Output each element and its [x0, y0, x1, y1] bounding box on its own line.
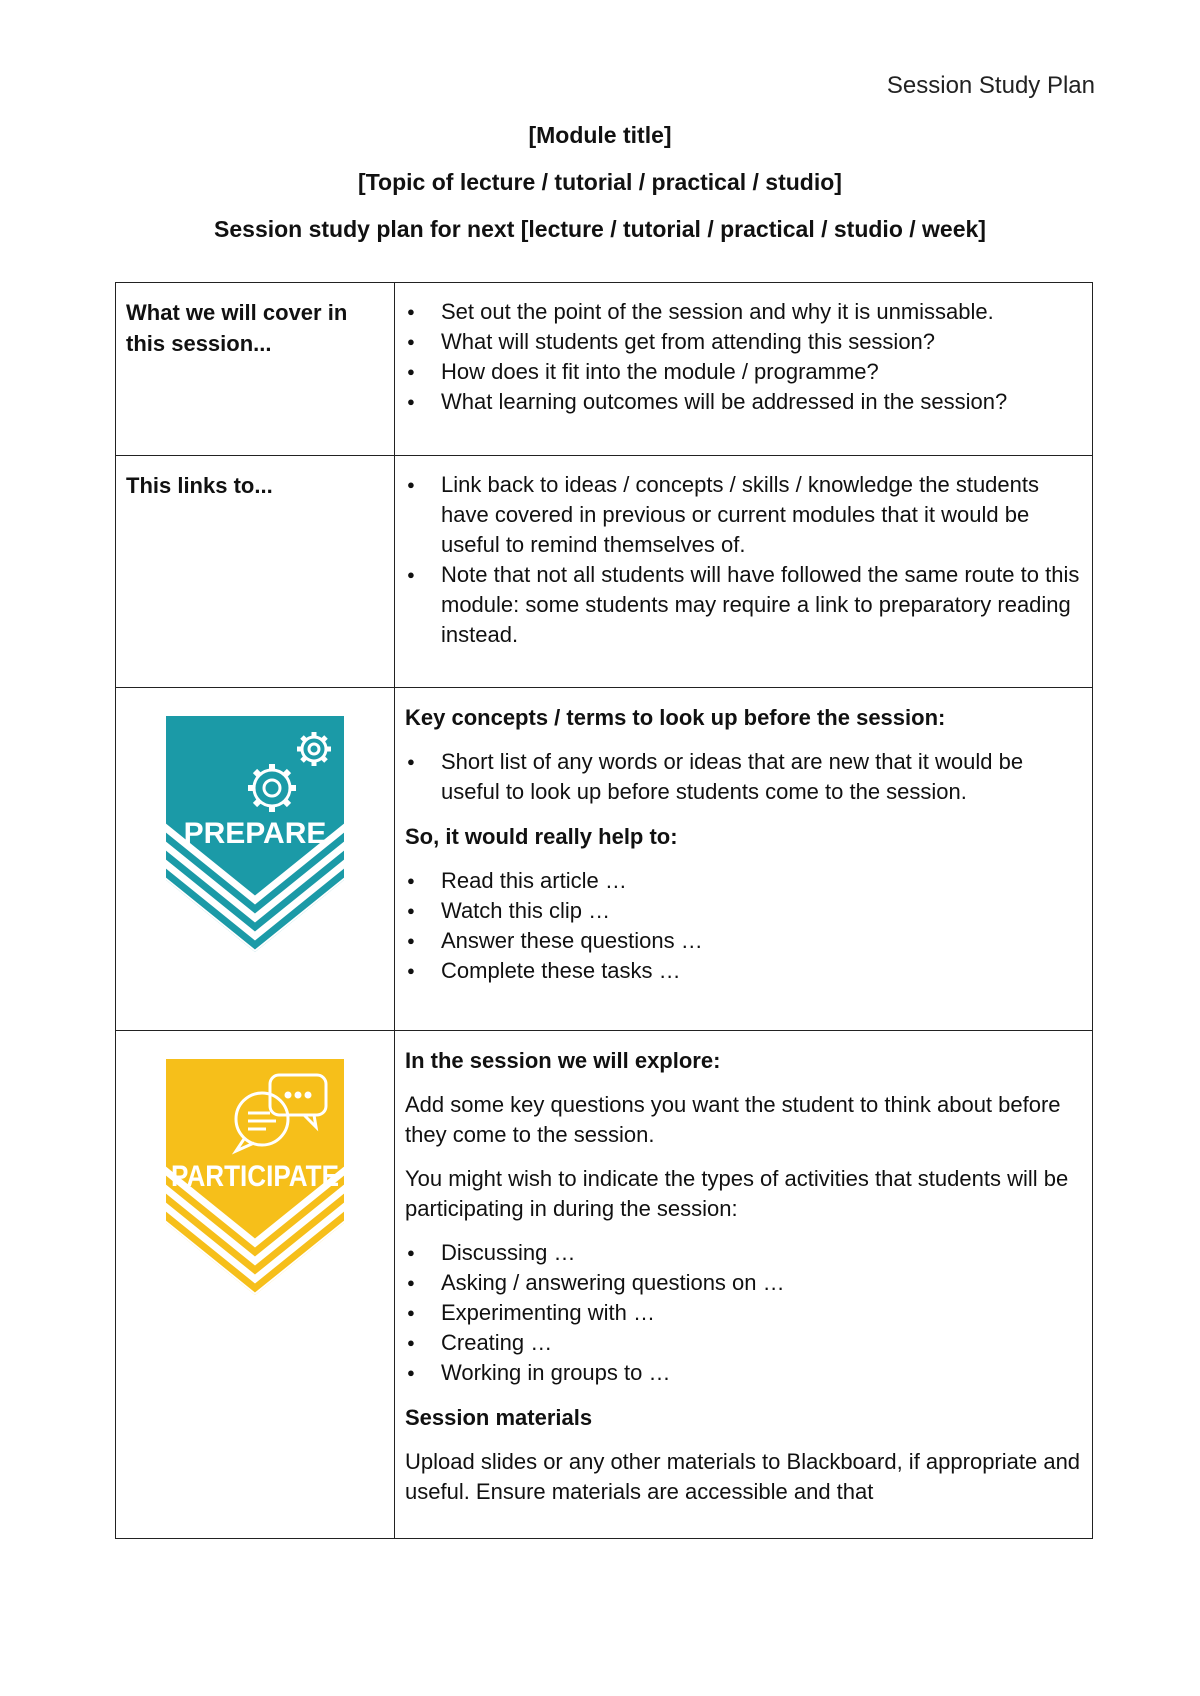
plan-title: Session study plan for next [lecture / tutorial / practical / studio / week]	[214, 216, 986, 242]
list-item: ● Complete these tasks …	[405, 956, 1082, 986]
prepare-badge-cell	[116, 688, 395, 1031]
prepare-content-cell	[395, 688, 1093, 1031]
list-item: ● Asking / answering questions on …	[405, 1268, 1082, 1298]
participate-activities-list	[405, 1238, 1082, 1388]
participate-materials-text: Upload slides or any other materials to Blackboard, if appropriate and useful. Ensure materials are accessible and that	[405, 1449, 1081, 1504]
list-item: ● What learning outcomes will be addressed in the session?	[405, 387, 1082, 417]
prepare-heading-help: So, it would really help to:	[405, 824, 678, 849]
list-item: ● Answer these questions …	[405, 926, 1082, 956]
links-content-cell	[395, 456, 1093, 688]
cover-content-cell	[395, 283, 1093, 456]
participate-activities-intro: You might wish to indicate the types of activities that students will be participating in during the session:	[405, 1166, 1069, 1221]
cover-label-cell	[116, 283, 395, 456]
topic-title: [Topic of lecture / tutorial / practical / studio]	[358, 169, 842, 195]
participate-badge-cell	[116, 1031, 395, 1539]
prepare-concepts-list	[405, 747, 1082, 807]
row-participate	[116, 1031, 1093, 1539]
page-header-label: Session Study Plan	[886, 72, 1095, 99]
prepare-badge	[166, 716, 344, 952]
links-bullet-list	[405, 470, 1082, 650]
list-item: ● Discussing …	[405, 1238, 1082, 1268]
list-item: ● Note that not all students will have followed the same route to this module: some students may require a link to preparatory reading instead.	[405, 560, 1082, 650]
participate-key-questions: Add some key questions you want the student to think about before they come to the session.	[405, 1092, 1061, 1147]
participate-content-cell	[395, 1031, 1093, 1539]
prepare-heading-key-concepts: Key concepts / terms to look up before the session:	[405, 705, 946, 730]
links-label-cell	[116, 456, 395, 688]
list-item: ● Read this article …	[405, 866, 1082, 896]
participate-badge-text: PARTICIPATE	[171, 1160, 339, 1193]
row-links	[116, 456, 1093, 688]
list-item: ● Watch this clip …	[405, 896, 1082, 926]
list-item: ● Short list of any words or ideas that are new that it would be useful to look up before students come to the session.	[405, 747, 1082, 807]
participate-heading-materials: Session materials	[405, 1405, 593, 1430]
list-item: ● Link back to ideas / concepts / skills / knowledge the students have covered in previous or current modules that it would be useful to remind themselves of.	[405, 470, 1082, 560]
list-item: ● What will students get from attending this session?	[405, 327, 1082, 357]
list-item: ● Experimenting with …	[405, 1298, 1082, 1328]
participate-badge	[166, 1059, 344, 1295]
prepare-badge-text: PREPARE	[183, 817, 327, 850]
list-item: ● How does it fit into the module / programme?	[405, 357, 1082, 387]
study-plan-table	[115, 282, 1093, 1539]
module-title: [Module title]	[528, 122, 672, 148]
list-item: ● Working in groups to …	[405, 1358, 1082, 1388]
list-item: ● Creating …	[405, 1328, 1082, 1358]
list-item: ● Set out the point of the session and why it is unmissable.	[405, 297, 1082, 327]
row-prepare	[116, 688, 1093, 1031]
cover-bullet-list	[405, 297, 1082, 417]
prepare-tasks-list	[405, 866, 1082, 986]
links-label: This links to...	[126, 473, 273, 498]
row-cover	[116, 283, 1093, 456]
title-block	[0, 112, 1200, 253]
cover-label: What we will cover in this session...	[126, 300, 348, 356]
participate-heading-explore: In the session we will explore:	[405, 1048, 721, 1073]
